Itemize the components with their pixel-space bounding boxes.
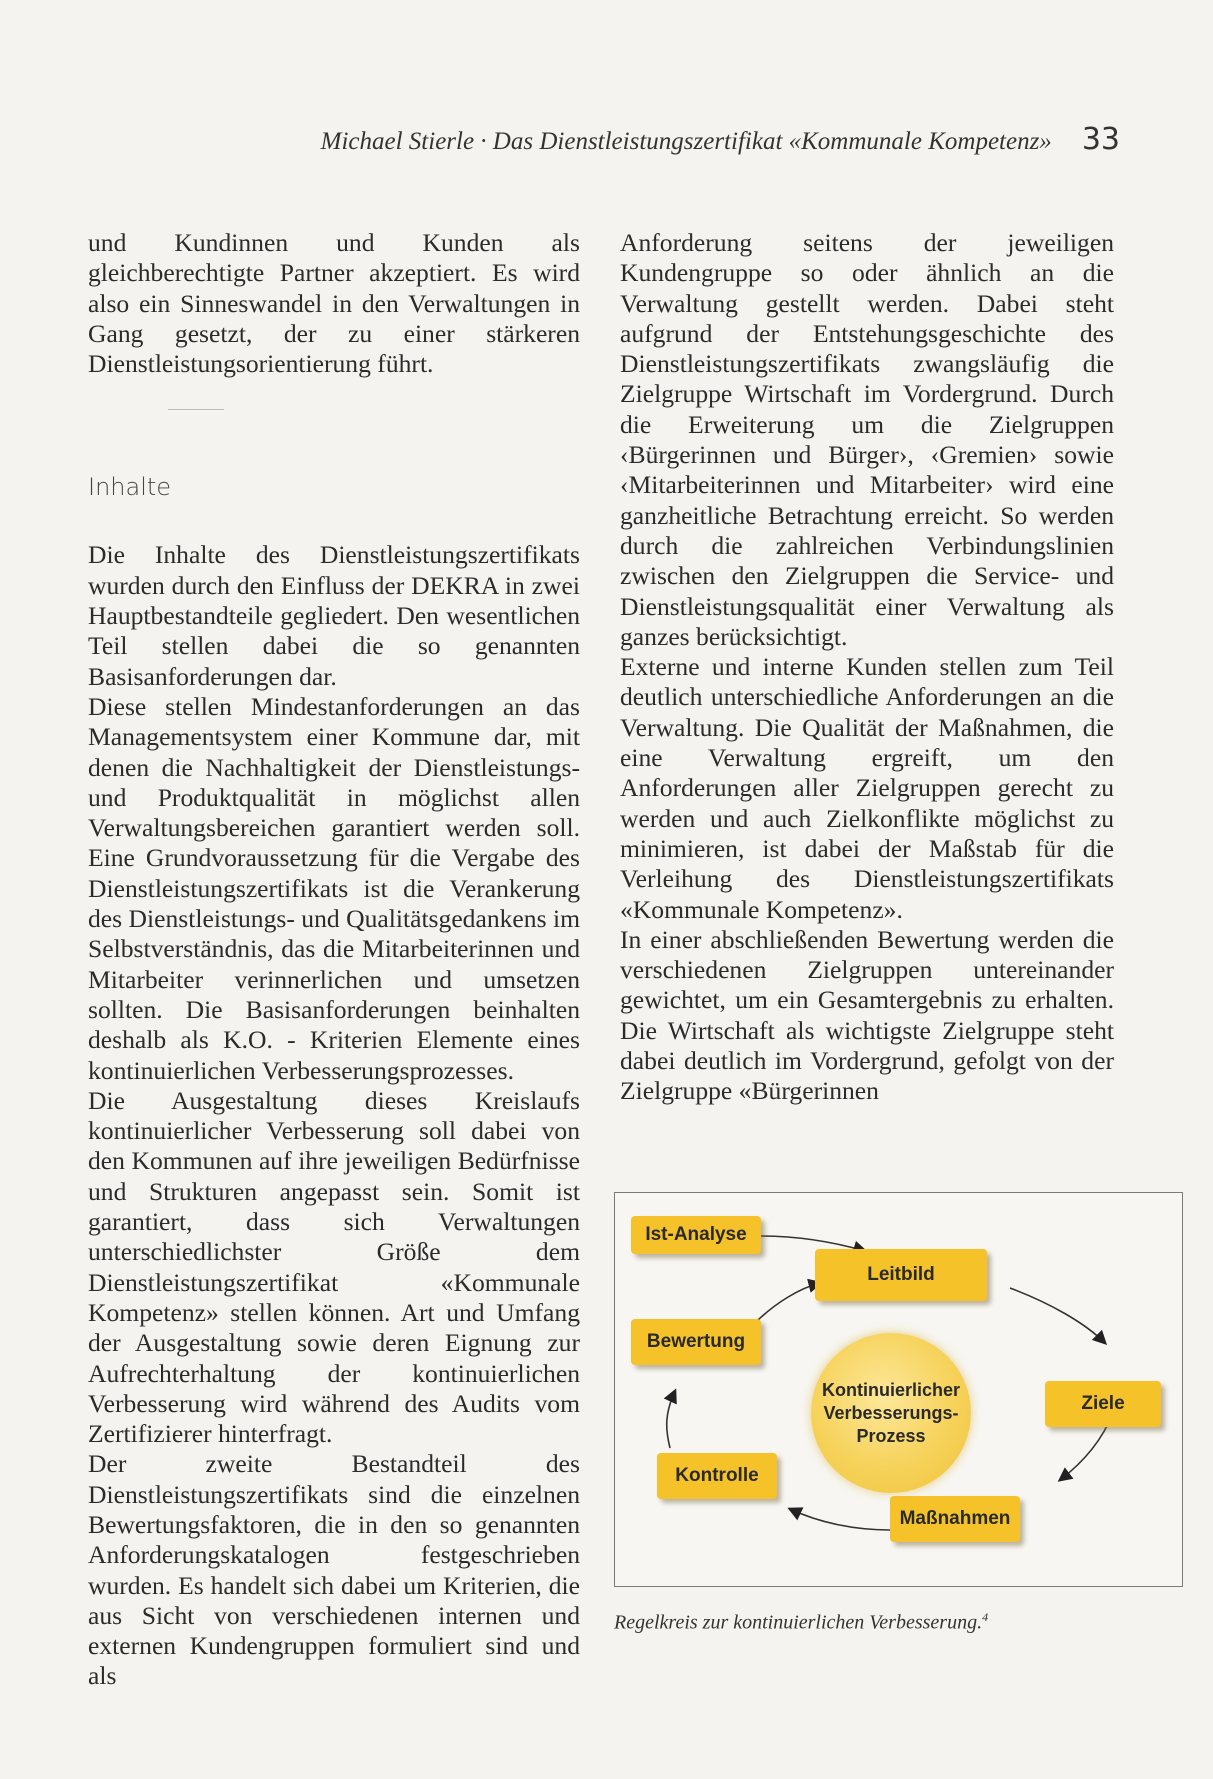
footnote-mark: 4 bbox=[982, 1610, 989, 1624]
node-ist-analyse: Ist-Analyse bbox=[631, 1216, 761, 1254]
node-massnahmen: Maßnahmen bbox=[890, 1496, 1020, 1542]
section-heading: Inhalte bbox=[88, 473, 172, 502]
node-bewertung: Bewertung bbox=[631, 1319, 761, 1365]
arrow-bewertung-to-leitbild bbox=[755, 1283, 820, 1323]
paragraph: Der zweite Bestandteil des Dienstleistungszertifikats sind die einzelnen Bewertungsfaktoren, die in den so genannten Anforderungskatalogen festgeschrieben wurden. Es handelt sich dabei um Kriterien, die aus Sicht von verschiedenen internen und externen Kundengruppen formuliert sind und als bbox=[88, 1449, 580, 1691]
paragraph: und Kundinnen und Kunden als gleichberechtigte Partner akzeptiert. Es wird also ein Sinneswandel in den Verwaltungen in Gang gesetzt, der zu einer stärkeren Dienstleistungsorientierung führt. bbox=[88, 228, 580, 379]
node-leitbild: Leitbild bbox=[815, 1249, 987, 1301]
arrow-kontrolle-to-bewertung bbox=[667, 1391, 675, 1448]
node-kontrolle: Kontrolle bbox=[657, 1453, 777, 1499]
arrow-massnahmen-to-kontrolle bbox=[790, 1509, 890, 1530]
running-title: Michael Stierle · Das Dienstleistungszertifikat «Kommunale Kompetenz» bbox=[320, 128, 1052, 155]
arrow-leitbild-to-ziele bbox=[1010, 1288, 1105, 1343]
paragraph: Diese stellen Mindestanforderungen an das Managementsystem einer Kommune dar, mit denen die Nachhaltigkeit der Dienstleistungs- und Produktqualität in möglichst allen Verwaltungsbereichen garantiert werden soll. Eine Grundvoraussetzung für die Vergabe des Dienstleistungszertifikats ist die Verankerung des Dienstleistungs- und Qualitätsgedankens im Selbstverständnis, das die Mitarbeiterinnen und Mitarbeiter verinnerlichen und umsetzen sollten. Die Basisanforderungen beinhalten deshalb als K.O. - Kriterien Elemente eines kontinuierlichen Verbesserungsprozesses. bbox=[88, 691, 580, 1085]
divider bbox=[168, 409, 224, 410]
cycle-diagram bbox=[614, 1192, 1183, 1587]
paragraph: Externe und interne Kunden stellen zum Teil deutlich unterschiedliche Anforderungen an die Verwaltung. Die Qualität der Maßnahmen, die eine Verwaltung ergreift, um den Anforderungen aller Zielgruppen gerecht zu werden und auch Zielkonflikte möglichst zu minimieren, ist dabei der Maßstab für die Verleihung des Dienstleistungszertifikats «Kommunale Kompetenz». bbox=[620, 652, 1114, 924]
node-center-process: Kontinuierlicher Verbesserungs- Prozess bbox=[811, 1333, 971, 1493]
left-column bbox=[88, 228, 580, 1692]
paragraph: Anforderung seitens der jeweiligen Kundengruppe so oder ähnlich an die Verwaltung gestellt werden. Dabei steht aufgrund der Entstehungsgeschichte des Dienstleistungszertifikats zwangsläufig die Zielgruppe Wirtschaft im Vordergrund. Durch die Erweiterung um die Zielgruppen ‹Bürgerinnen und Bürger›, ‹Gremien› sowie ‹Mitarbeiterinnen und Mitarbeiter› wird eine ganzheitliche Betrachtung erreicht. So werden durch die zahlreichen Verbindungslinien zwischen den Zielgruppen die Service- und Dienstleistungsqualität einer Verwaltung als ganzes berücksichtigt. bbox=[620, 228, 1114, 651]
paragraph: In einer abschließenden Bewertung werden die verschiedenen Zielgruppen untereinander gewichtet, um ein Gesamtergebnis zu erhalten. Die Wirtschaft als wichtigste Zielgruppe steht dabei deutlich im Vordergrund, gefolgt von der Zielgruppe «Bürgerinnen bbox=[620, 924, 1114, 1106]
node-ziele: Ziele bbox=[1045, 1381, 1161, 1427]
figure-caption bbox=[614, 1610, 1181, 1635]
right-column bbox=[620, 228, 1114, 1107]
paragraph: Die Inhalte des Dienstleistungszertifikats wurden durch den Einfluss der DEKRA in zwei Hauptbestandteile gegliedert. Den wesentlichen Teil stellen dabei die so genannten Basisanforderungen dar. bbox=[88, 540, 580, 691]
page-number: 33 bbox=[1081, 122, 1120, 157]
caption-text: Regelkreis zur kontinuierlichen Verbesserung. bbox=[614, 1611, 983, 1634]
running-header bbox=[300, 122, 1120, 162]
paragraph: Die Ausgestaltung dieses Kreislaufs kontinuierlicher Verbesserung soll dabei von den Kommunen auf ihre jeweiligen Bedürfnisse und Strukturen angepasst sein. Somit ist garantiert, dass sich Verwaltungen unterschiedlichster Größe dem Dienstleistungszertifikat «Kommunale Kompetenz» stellen können. Art und Umfang der Ausgestaltung sowie deren Eignung zur Aufrechterhaltung der kontinuierlichen Verbesserung wird während des Audits vom Zertifizierer hinterfragt. bbox=[88, 1085, 580, 1449]
